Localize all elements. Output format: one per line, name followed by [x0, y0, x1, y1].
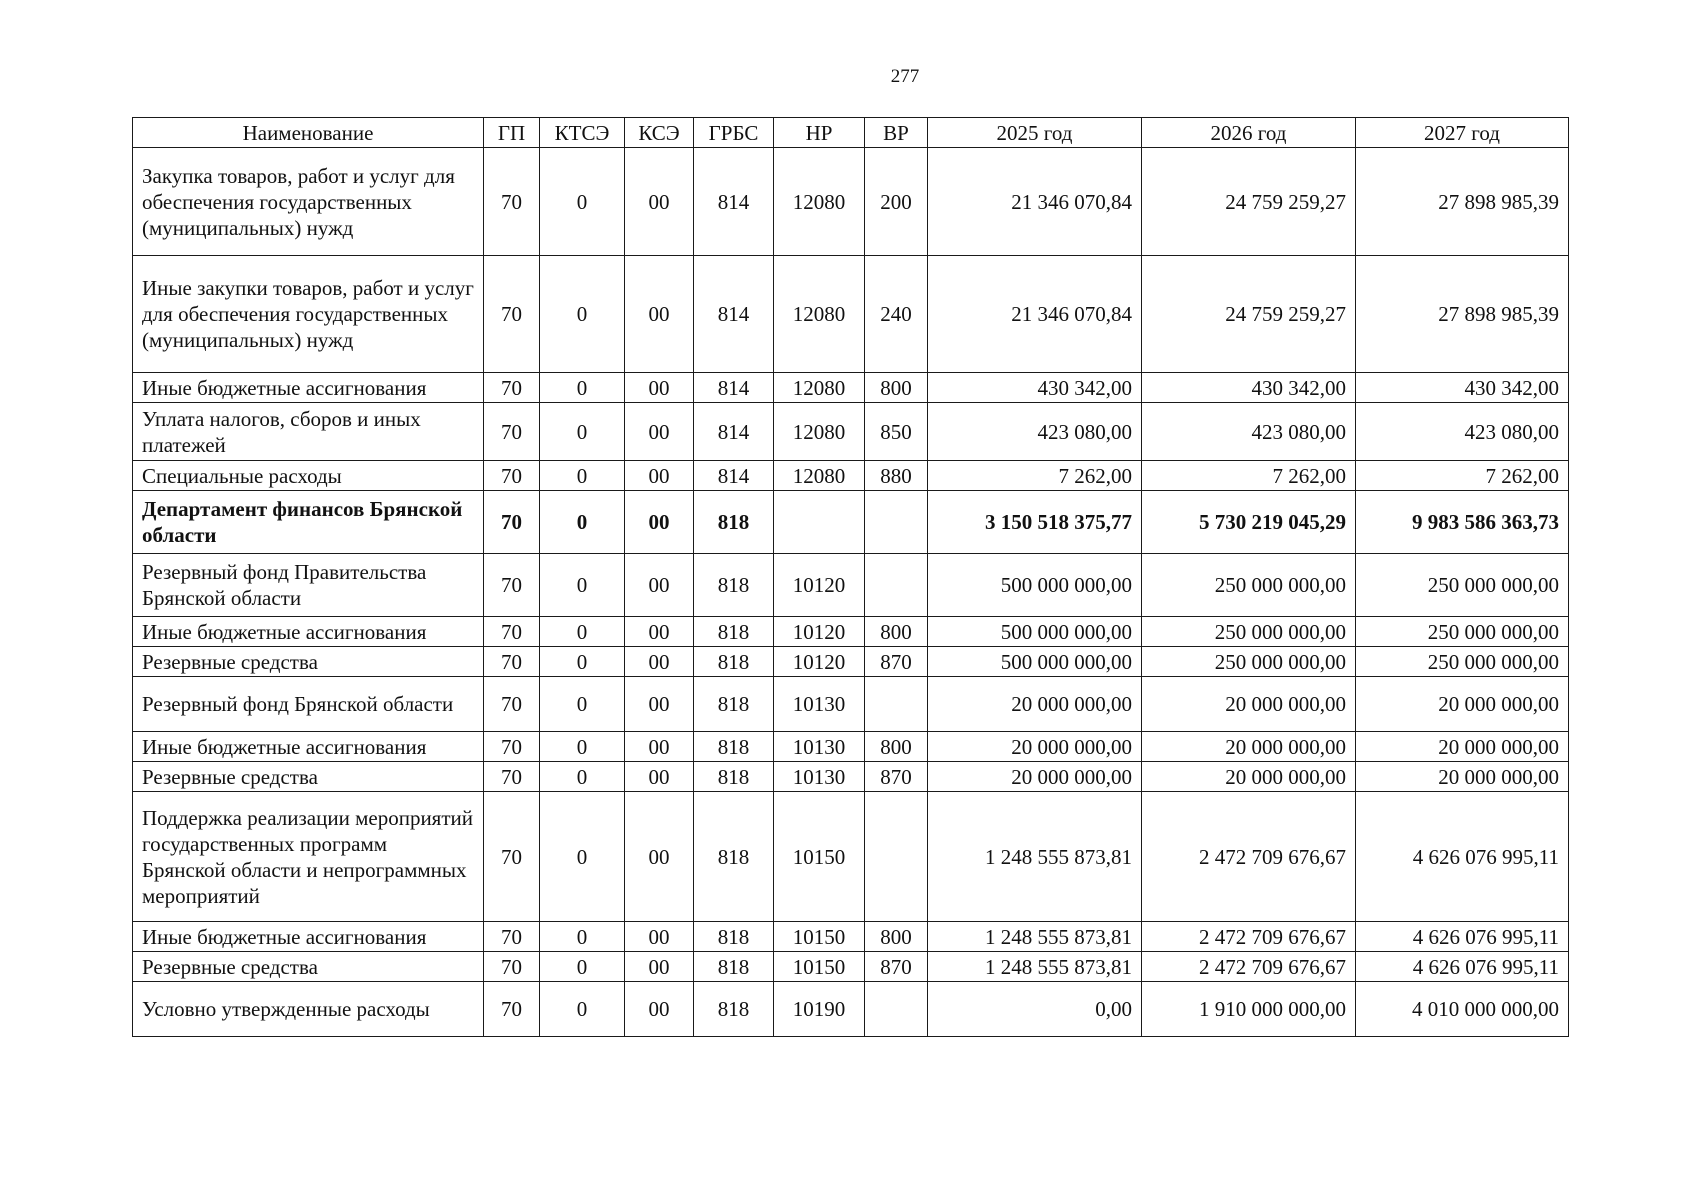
cell-kse: 00 [625, 762, 694, 792]
cell-kse: 00 [625, 148, 694, 256]
cell-2026: 423 080,00 [1142, 403, 1356, 461]
cell-vr: 240 [865, 256, 928, 373]
cell-2025: 20 000 000,00 [928, 677, 1142, 732]
cell-vr: 800 [865, 732, 928, 762]
cell-2026: 20 000 000,00 [1142, 762, 1356, 792]
header-grbs: ГРБС [694, 118, 774, 148]
cell-2025: 1 248 555 873,81 [928, 792, 1142, 922]
cell-2026: 24 759 259,27 [1142, 148, 1356, 256]
header-ktse: КТСЭ [540, 118, 625, 148]
cell-2025: 20 000 000,00 [928, 762, 1142, 792]
cell-nr: 10120 [774, 554, 865, 617]
header-gp: ГП [484, 118, 540, 148]
cell-2027: 20 000 000,00 [1356, 732, 1569, 762]
cell-grbs: 818 [694, 922, 774, 952]
cell-2026: 2 472 709 676,67 [1142, 952, 1356, 982]
cell-2025: 21 346 070,84 [928, 256, 1142, 373]
cell-nr: 10130 [774, 732, 865, 762]
table-row [133, 922, 1569, 952]
cell-ktse: 0 [540, 373, 625, 403]
cell-ktse: 0 [540, 732, 625, 762]
table-header-row [133, 118, 1569, 148]
cell-ktse: 0 [540, 461, 625, 491]
header-nr: НР [774, 118, 865, 148]
cell-2025: 1 248 555 873,81 [928, 922, 1142, 952]
table-row [133, 762, 1569, 792]
cell-nr: 10150 [774, 922, 865, 952]
cell-2026: 20 000 000,00 [1142, 732, 1356, 762]
cell-2026: 250 000 000,00 [1142, 554, 1356, 617]
cell-vr [865, 792, 928, 922]
cell-grbs: 818 [694, 732, 774, 762]
cell-kse: 00 [625, 647, 694, 677]
cell-grbs: 814 [694, 256, 774, 373]
cell-name: Резервный фонд Брянской области [133, 677, 484, 732]
cell-2025: 1 248 555 873,81 [928, 952, 1142, 982]
header-2027: 2027 год [1356, 118, 1569, 148]
cell-grbs: 814 [694, 403, 774, 461]
cell-gp: 70 [484, 677, 540, 732]
table-row [133, 732, 1569, 762]
cell-kse: 00 [625, 491, 694, 554]
cell-2025: 423 080,00 [928, 403, 1142, 461]
cell-name: Иные бюджетные ассигнования [133, 922, 484, 952]
cell-2027: 20 000 000,00 [1356, 677, 1569, 732]
cell-gp: 70 [484, 792, 540, 922]
cell-name: Резервный фонд Правительства Брянской области [133, 554, 484, 617]
cell-nr: 12080 [774, 256, 865, 373]
cell-2027: 4 626 076 995,11 [1356, 952, 1569, 982]
cell-nr: 12080 [774, 373, 865, 403]
cell-vr: 880 [865, 461, 928, 491]
cell-gp: 70 [484, 647, 540, 677]
table-row [133, 461, 1569, 491]
cell-2026: 20 000 000,00 [1142, 677, 1356, 732]
header-vr: ВР [865, 118, 928, 148]
cell-2026: 1 910 000 000,00 [1142, 982, 1356, 1037]
cell-ktse: 0 [540, 952, 625, 982]
cell-nr: 10150 [774, 792, 865, 922]
table-row [133, 677, 1569, 732]
table-row [133, 256, 1569, 373]
cell-2025: 21 346 070,84 [928, 148, 1142, 256]
cell-ktse: 0 [540, 762, 625, 792]
cell-name: Иные бюджетные ассигнования [133, 732, 484, 762]
cell-2025: 500 000 000,00 [928, 647, 1142, 677]
cell-gp: 70 [484, 461, 540, 491]
cell-grbs: 814 [694, 461, 774, 491]
cell-grbs: 818 [694, 491, 774, 554]
header-name: Наименование [133, 118, 484, 148]
cell-2025: 7 262,00 [928, 461, 1142, 491]
cell-2026: 2 472 709 676,67 [1142, 922, 1356, 952]
cell-grbs: 814 [694, 148, 774, 256]
cell-vr: 870 [865, 952, 928, 982]
cell-grbs: 818 [694, 554, 774, 617]
cell-grbs: 818 [694, 647, 774, 677]
cell-gp: 70 [484, 554, 540, 617]
cell-nr: 10190 [774, 982, 865, 1037]
cell-kse: 00 [625, 617, 694, 647]
cell-vr: 870 [865, 647, 928, 677]
cell-2026: 250 000 000,00 [1142, 647, 1356, 677]
cell-gp: 70 [484, 982, 540, 1037]
cell-2027: 4 010 000 000,00 [1356, 982, 1569, 1037]
table-row [133, 403, 1569, 461]
cell-2026: 2 472 709 676,67 [1142, 792, 1356, 922]
cell-kse: 00 [625, 403, 694, 461]
cell-gp: 70 [484, 373, 540, 403]
cell-ktse: 0 [540, 491, 625, 554]
cell-nr: 10130 [774, 762, 865, 792]
header-2026: 2026 год [1142, 118, 1356, 148]
table-row [133, 982, 1569, 1037]
cell-grbs: 818 [694, 677, 774, 732]
cell-name: Закупка товаров, работ и услуг для обеспечения государственных (муниципальных) нужд [133, 148, 484, 256]
table-row [133, 952, 1569, 982]
cell-2027: 250 000 000,00 [1356, 647, 1569, 677]
cell-kse: 00 [625, 373, 694, 403]
cell-nr: 12080 [774, 148, 865, 256]
cell-2027: 20 000 000,00 [1356, 762, 1569, 792]
cell-nr: 10150 [774, 952, 865, 982]
cell-ktse: 0 [540, 256, 625, 373]
cell-2027: 27 898 985,39 [1356, 256, 1569, 373]
cell-kse: 00 [625, 256, 694, 373]
cell-gp: 70 [484, 491, 540, 554]
cell-vr: 800 [865, 373, 928, 403]
cell-kse: 00 [625, 677, 694, 732]
cell-vr [865, 982, 928, 1037]
cell-2027: 4 626 076 995,11 [1356, 922, 1569, 952]
cell-name: Уплата налогов, сборов и иных платежей [133, 403, 484, 461]
cell-2025: 500 000 000,00 [928, 617, 1142, 647]
cell-2025: 20 000 000,00 [928, 732, 1142, 762]
cell-ktse: 0 [540, 617, 625, 647]
cell-name: Резервные средства [133, 952, 484, 982]
cell-2027: 27 898 985,39 [1356, 148, 1569, 256]
cell-kse: 00 [625, 982, 694, 1037]
header-kse: КСЭ [625, 118, 694, 148]
cell-kse: 00 [625, 792, 694, 922]
cell-2027: 9 983 586 363,73 [1356, 491, 1569, 554]
table-row [133, 617, 1569, 647]
cell-grbs: 818 [694, 762, 774, 792]
cell-name: Условно утвержденные расходы [133, 982, 484, 1037]
cell-ktse: 0 [540, 148, 625, 256]
cell-2026: 430 342,00 [1142, 373, 1356, 403]
cell-2027: 4 626 076 995,11 [1356, 792, 1569, 922]
cell-2025: 3 150 518 375,77 [928, 491, 1142, 554]
cell-2027: 423 080,00 [1356, 403, 1569, 461]
cell-2027: 250 000 000,00 [1356, 554, 1569, 617]
table-row [133, 792, 1569, 922]
cell-gp: 70 [484, 403, 540, 461]
table-row [133, 647, 1569, 677]
cell-gp: 70 [484, 922, 540, 952]
header-2025: 2025 год [928, 118, 1142, 148]
cell-name: Поддержка реализации мероприятий государственных программ Брянской области и непрограммных мероприятий [133, 792, 484, 922]
cell-gp: 70 [484, 148, 540, 256]
cell-nr: 10120 [774, 647, 865, 677]
cell-name: Резервные средства [133, 762, 484, 792]
cell-2026: 250 000 000,00 [1142, 617, 1356, 647]
cell-grbs: 818 [694, 617, 774, 647]
table-row [133, 148, 1569, 256]
cell-ktse: 0 [540, 792, 625, 922]
cell-2027: 250 000 000,00 [1356, 617, 1569, 647]
cell-name: Департамент финансов Брянской области [133, 491, 484, 554]
cell-nr: 10120 [774, 617, 865, 647]
cell-vr: 870 [865, 762, 928, 792]
cell-vr [865, 677, 928, 732]
table-row [133, 373, 1569, 403]
cell-ktse: 0 [540, 982, 625, 1037]
cell-name: Иные бюджетные ассигнования [133, 617, 484, 647]
cell-2025: 430 342,00 [928, 373, 1142, 403]
cell-vr: 850 [865, 403, 928, 461]
cell-kse: 00 [625, 922, 694, 952]
cell-2025: 500 000 000,00 [928, 554, 1142, 617]
page-number: 277 [890, 66, 920, 87]
cell-kse: 00 [625, 554, 694, 617]
cell-grbs: 814 [694, 373, 774, 403]
cell-2027: 430 342,00 [1356, 373, 1569, 403]
cell-vr [865, 554, 928, 617]
cell-2026: 24 759 259,27 [1142, 256, 1356, 373]
budget-table [132, 117, 1569, 1037]
cell-vr: 200 [865, 148, 928, 256]
cell-ktse: 0 [540, 403, 625, 461]
cell-nr: 10130 [774, 677, 865, 732]
cell-grbs: 818 [694, 792, 774, 922]
cell-2025: 0,00 [928, 982, 1142, 1037]
cell-name: Специальные расходы [133, 461, 484, 491]
cell-vr: 800 [865, 922, 928, 952]
cell-gp: 70 [484, 762, 540, 792]
cell-nr: 12080 [774, 461, 865, 491]
cell-name: Резервные средства [133, 647, 484, 677]
cell-gp: 70 [484, 256, 540, 373]
cell-kse: 00 [625, 461, 694, 491]
cell-2027: 7 262,00 [1356, 461, 1569, 491]
cell-gp: 70 [484, 732, 540, 762]
cell-grbs: 818 [694, 982, 774, 1037]
cell-kse: 00 [625, 952, 694, 982]
cell-gp: 70 [484, 617, 540, 647]
cell-name: Иные бюджетные ассигнования [133, 373, 484, 403]
table-row [133, 554, 1569, 617]
cell-name: Иные закупки товаров, работ и услуг для обеспечения государственных (муниципальных) нужд [133, 256, 484, 373]
cell-ktse: 0 [540, 677, 625, 732]
cell-2026: 7 262,00 [1142, 461, 1356, 491]
cell-vr [865, 491, 928, 554]
cell-vr: 800 [865, 617, 928, 647]
table-row [133, 491, 1569, 554]
cell-grbs: 818 [694, 952, 774, 982]
cell-ktse: 0 [540, 554, 625, 617]
cell-2026: 5 730 219 045,29 [1142, 491, 1356, 554]
cell-ktse: 0 [540, 647, 625, 677]
cell-kse: 00 [625, 732, 694, 762]
cell-nr: 12080 [774, 403, 865, 461]
cell-gp: 70 [484, 952, 540, 982]
cell-ktse: 0 [540, 922, 625, 952]
cell-nr [774, 491, 865, 554]
